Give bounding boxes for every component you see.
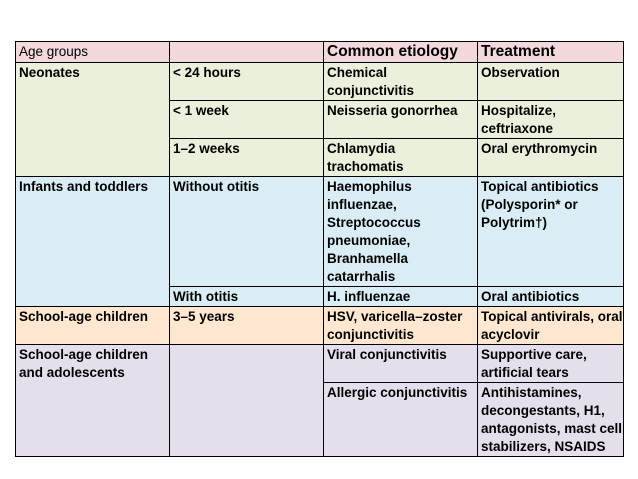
etiology-cell: Allergic conjunctivitis <box>324 383 478 457</box>
etiology-cell: HSV, varicella–zoster conjunctivitis <box>324 307 478 345</box>
age-group-cell: School-age children and adolescents <box>16 345 170 457</box>
treatment-cell: Observation <box>478 63 624 101</box>
table-header-row <box>16 42 624 63</box>
subgroup-cell: < 24 hours <box>170 63 324 101</box>
etiology-cell: Chlamydia trachomatis <box>324 139 478 177</box>
treatment-cell: Oral antibiotics <box>478 287 624 307</box>
table-row <box>16 345 624 383</box>
etiology-cell: Chemical conjunctivitis <box>324 63 478 101</box>
subgroup-cell <box>170 345 324 457</box>
etiology-cell: Viral conjunctivitis <box>324 345 478 383</box>
header-treatment: Treatment <box>478 42 624 63</box>
header-common-etiology: Common etiology <box>324 42 478 63</box>
subgroup-cell: < 1 week <box>170 101 324 139</box>
etiology-cell: H. influenzae <box>324 287 478 307</box>
age-group-cell: Neonates <box>16 63 170 177</box>
header-age-groups: Age groups <box>16 42 170 63</box>
treatment-cell: Hospitalize, ceftriaxone <box>478 101 624 139</box>
etiology-cell: Haemophilus influenzae, Streptococcus pneumoniae, Branhamella catarrhalis <box>324 177 478 287</box>
treatment-cell: Topical antibiotics (Polysporin* or Polytrim†) <box>478 177 624 287</box>
table-row <box>16 63 624 101</box>
header-blank <box>170 42 324 63</box>
age-group-cell: Infants and toddlers <box>16 177 170 307</box>
etiology-treatment-table <box>15 41 624 457</box>
treatment-cell: Oral erythromycin <box>478 139 624 177</box>
subgroup-cell: 3–5 years <box>170 307 324 345</box>
treatment-cell: Antihistamines, decongestants, H1, antagonists, mast cell stabilizers, NSAIDS <box>478 383 624 457</box>
table-row <box>16 177 624 287</box>
etiology-cell: Neisseria gonorrhea <box>324 101 478 139</box>
subgroup-cell: Without otitis <box>170 177 324 287</box>
subgroup-cell: With otitis <box>170 287 324 307</box>
age-group-cell: School-age children <box>16 307 170 345</box>
table-row <box>16 307 624 345</box>
treatment-cell: Topical antivirals, oral acyclovir <box>478 307 624 345</box>
treatment-cell: Supportive care, artificial tears <box>478 345 624 383</box>
subgroup-cell: 1–2 weeks <box>170 139 324 177</box>
